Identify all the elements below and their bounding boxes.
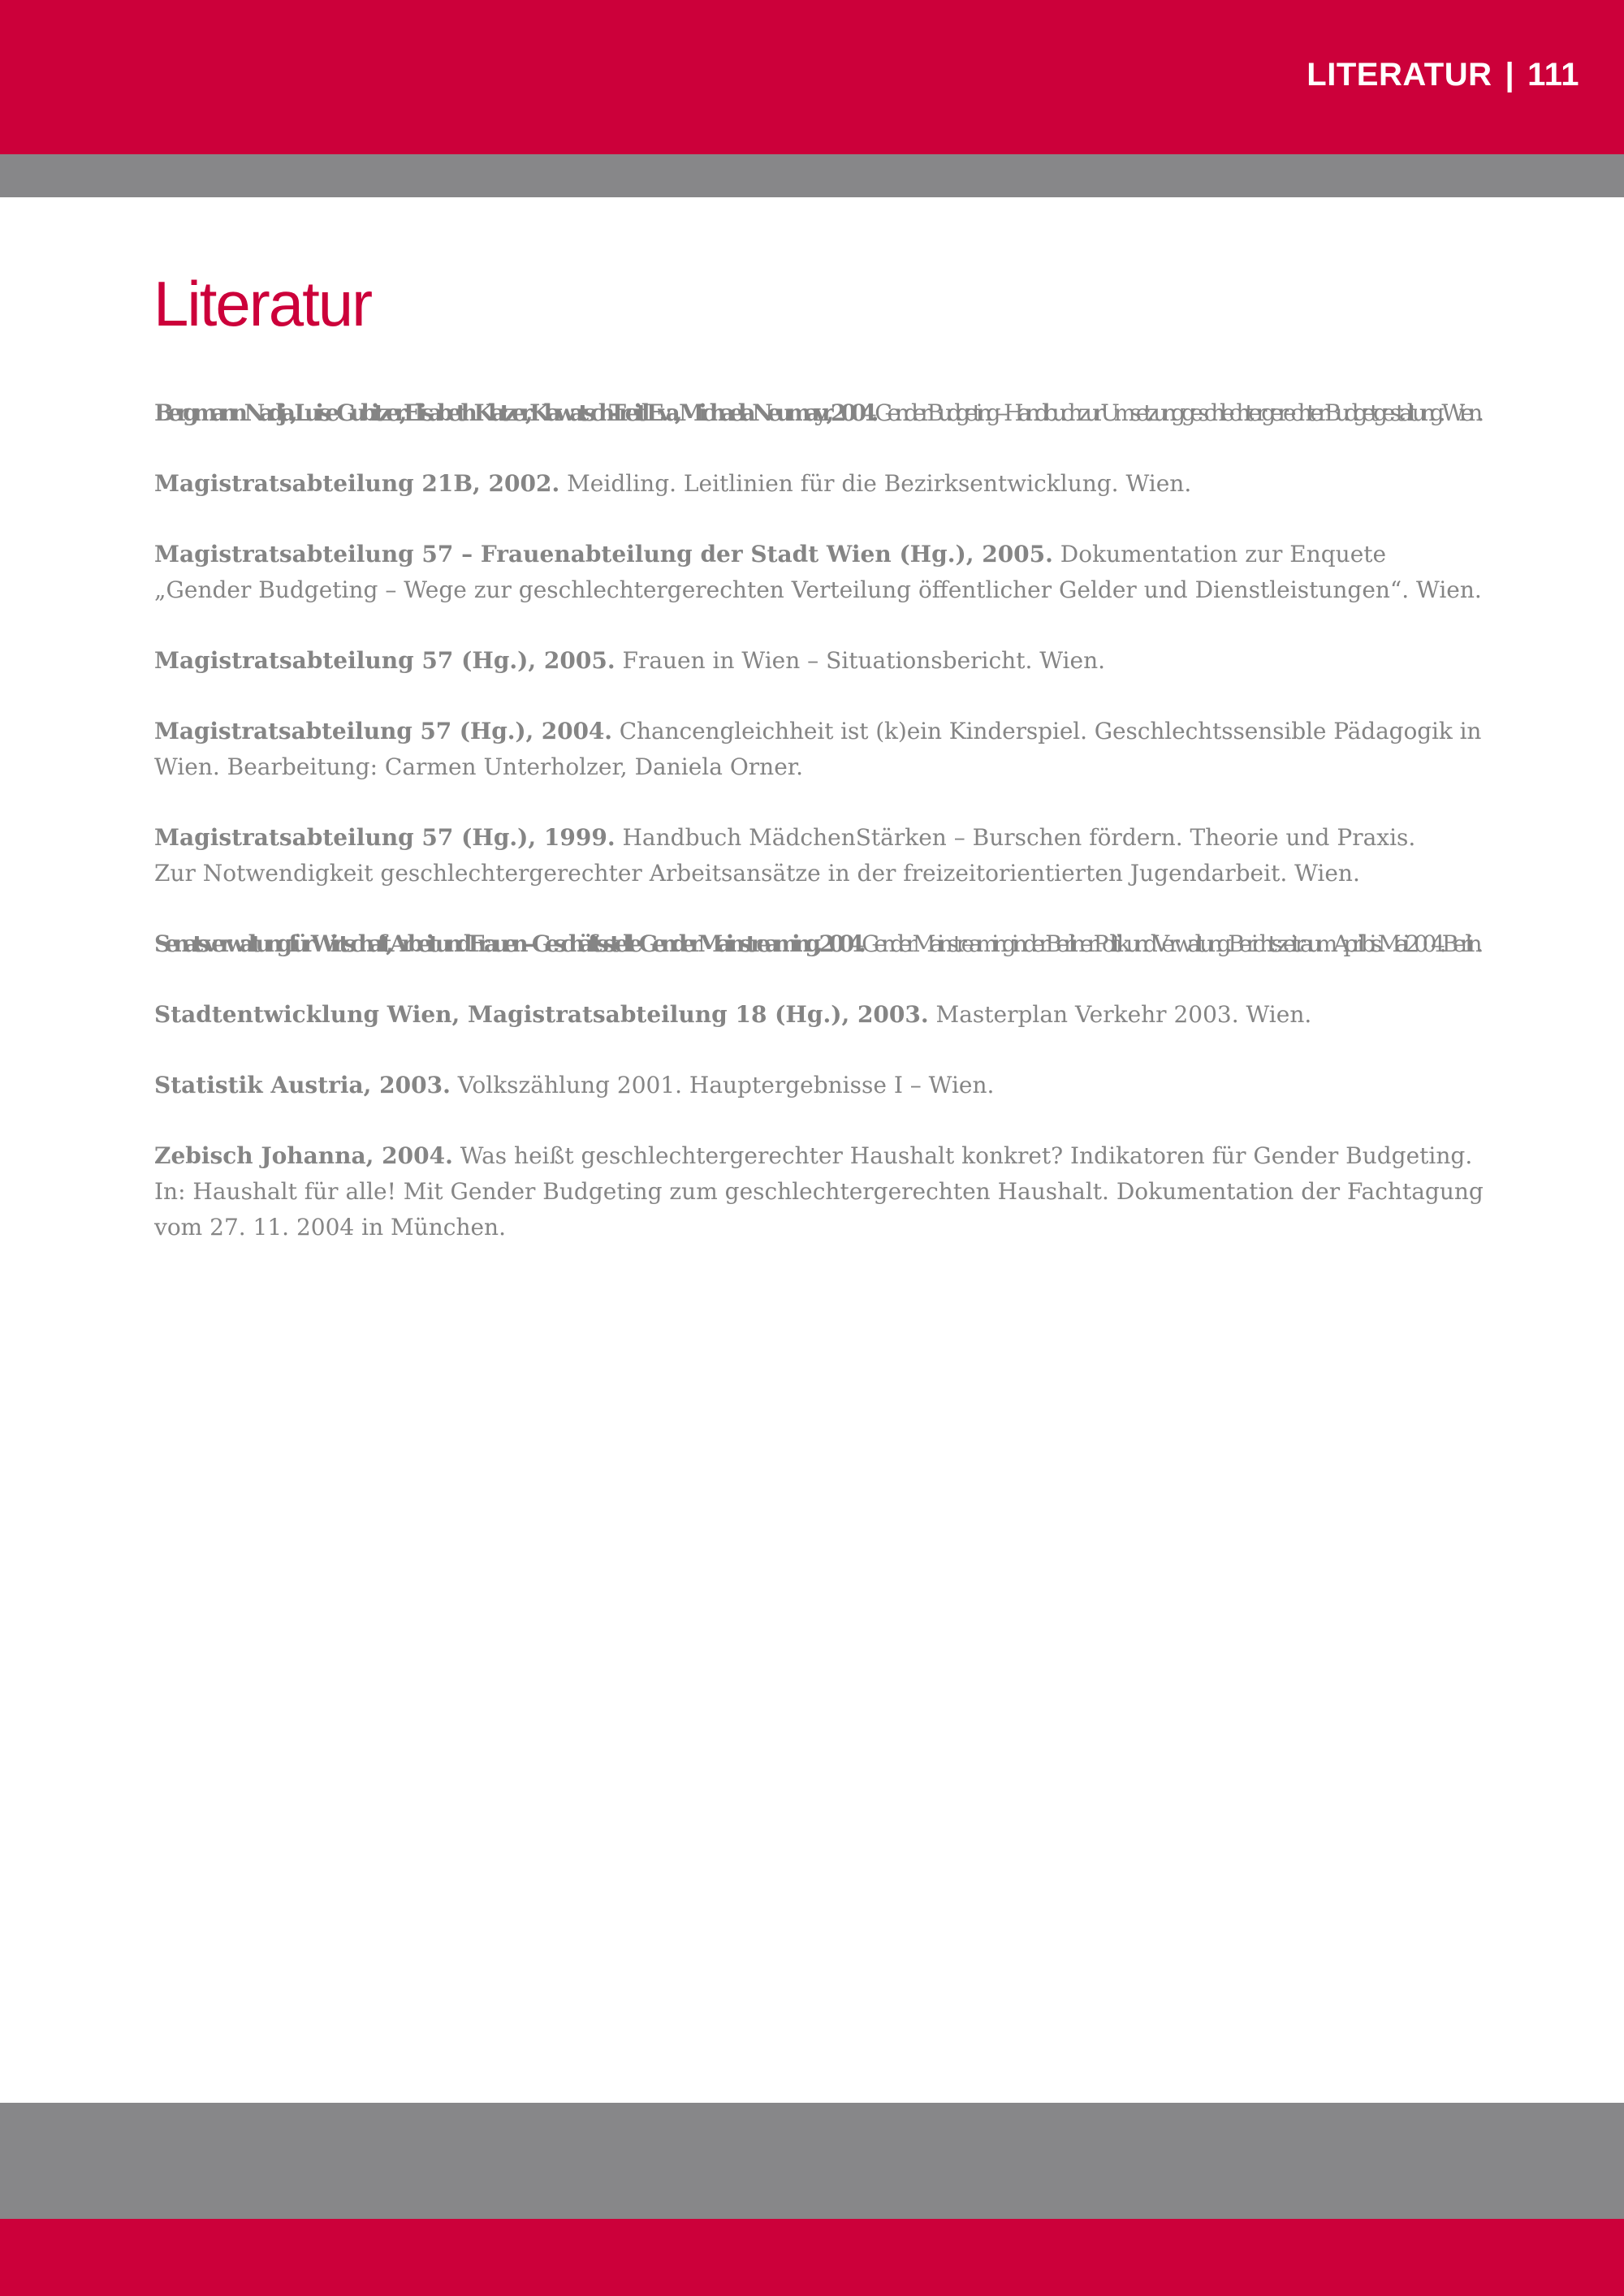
reference-line [154,714,1486,749]
reference-author: Statistik Austria, 2003. [154,1072,451,1098]
reference-line [154,537,1486,572]
reference-author: Magistratsabteilung 57 (Hg.), 2004. [154,718,612,744]
reference-text: vom 27. 11. 2004 in München. [154,1214,506,1241]
reference-entry [154,997,1486,1033]
running-head [1307,57,1579,93]
reference-entry [154,466,1486,502]
header-separator: | [1505,57,1515,93]
reference-entry [154,1068,1486,1103]
reference-line [154,466,1486,502]
reference-text: Handbuch MädchenStärken – Burschen fördern. Theorie und Praxis. [622,824,1416,851]
reference-text: Frauen in Wien – Situationsbericht. Wien. [622,647,1106,674]
reference-line [154,926,1486,962]
reference-author: Senatsverwaltung für Wirtschaft, Arbeit und Frauen – Geschäftsstelle Gender Mainstreaming, 2004. [154,930,861,957]
reference-line [154,856,1486,891]
header-stripe [0,154,1624,197]
reference-author: Magistratsabteilung 57 – Frauenabteilung der Stadt Wien (Hg.), 2005. [154,541,1053,568]
section-label: LITERATUR [1307,57,1492,93]
reference-line [154,820,1486,856]
reference-entry [154,714,1486,785]
page-title: Literatur [153,268,372,339]
reference-text: Dokumentation zur Enquete [1060,541,1387,568]
reference-text: Volkszählung 2001. Hauptergebnisse I – Wien. [457,1072,995,1098]
reference-list [154,395,1486,1280]
reference-line [154,1210,1486,1245]
reference-text: Zur Notwendigkeit geschlechtergerechter Arbeitsansätze in der freizeitorientierten Jugendarbeit. Wien. [154,860,1360,887]
footer-band [0,2219,1624,2296]
reference-text: „Gender Budgeting – Wege zur geschlechtergerechten Verteilung öffentlicher Gelder und Dienstleistungen“. Wien. [154,576,1482,603]
reference-line [154,643,1486,679]
reference-author: Magistratsabteilung 57 (Hg.), 2005. [154,647,615,674]
reference-author: Magistratsabteilung 57 (Hg.), 1999. [154,824,615,851]
reference-text: In: Haushalt für alle! Mit Gender Budgeting zum geschlechtergerechten Haushalt. Dokumentation der Fachtagung [154,1178,1484,1205]
reference-line [154,749,1486,785]
page-number: 111 [1527,57,1579,93]
reference-text: Was heißt geschlechtergerechter Haushalt konkret? Indikatoren für Gender Budgeting. [460,1142,1473,1169]
reference-entry [154,820,1486,891]
reference-line [154,1138,1486,1174]
reference-text: Masterplan Verkehr 2003. Wien. [935,1001,1312,1028]
reference-author: Zebisch Johanna, 2004. [154,1142,453,1169]
reference-line [154,997,1486,1033]
reference-line [154,572,1486,608]
reference-author: Magistratsabteilung 21B, 2002. [154,470,560,497]
reference-entry [154,926,1486,962]
footer-stripe [0,2103,1624,2219]
reference-line [154,1068,1486,1103]
reference-text: Gender Mainstreaming in der Berliner Politik und Verwaltung. Berichtszeitraum April bis Mai 2004. Berlin. [862,930,1478,957]
reference-text: Meidling. Leitlinien für die Bezirksentwicklung. Wien. [567,470,1192,497]
reference-entry [154,643,1486,679]
reference-text: Gender Budgeting – Handbuch zur Umsetzung geschlechtergerechter Budgetgestaltung. Wien. [875,399,1479,426]
reference-entry [154,395,1486,431]
reference-entry [154,1138,1486,1245]
reference-line [154,1174,1486,1210]
reference-line [154,395,1486,431]
reference-author: Stadtentwicklung Wien, Magistratsabteilung 18 (Hg.), 2003. [154,1001,929,1028]
reference-text: Chancengleichheit ist (k)ein Kinderspiel. Geschlechtssensible Pädagogik in [619,718,1482,744]
reference-text: Wien. Bearbeitung: Carmen Unterholzer, Daniela Orner. [154,753,803,780]
reference-entry [154,537,1486,608]
reference-author: Bergmann Nadja, Luise Gubitzer, Elisabeth Klatzer, Klawatsch-Treitl Eva, Michaela Neumayr, 2004. [154,399,874,426]
